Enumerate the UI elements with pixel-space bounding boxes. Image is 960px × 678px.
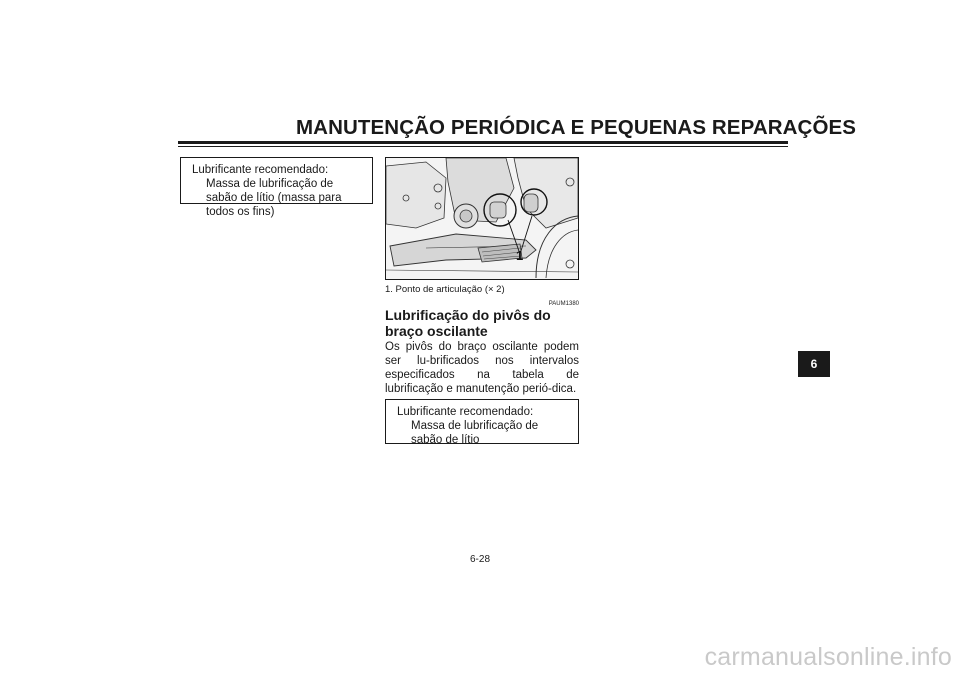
lubricant-box-left [180,157,373,218]
page-title: MANUTENÇÃO PERIÓDICA E PEQUENAS REPARAÇÕES [296,116,857,139]
motorcycle-illustration [386,158,578,279]
swingarm-pivot-figure [385,157,579,280]
figure-callout-1: 1 [516,248,524,263]
chapter-tab: 6 [798,351,830,377]
lubricant-label: Lubrificante recomendado: [397,406,534,418]
header-rule-thin [178,146,788,147]
watermark: carmanualsonline.info [704,643,952,671]
section-body: Os pivôs do braço oscilante podem ser lu-brificados nos intervalos especificados na tabela de lubrificação e manutenção perió-dica. [385,341,579,395]
lubricant-value: Massa de lubrificação de sabão de lítio [411,420,539,446]
reference-code: PAUM1380 [548,301,579,307]
lubricant-label: Lubrificante recomendado: [192,164,329,176]
header-rule [178,141,788,144]
section-title: Lubrificação do pivôs do braço oscilante [385,307,551,339]
lubricant-value: Massa de lubrificação de sabão de lítio (massa para todos os fins) [206,178,342,218]
page-number: 6-28 [469,554,490,565]
lubricant-box-right [385,399,579,444]
figure-caption: 1. Ponto de articulação (× 2) [385,284,505,295]
